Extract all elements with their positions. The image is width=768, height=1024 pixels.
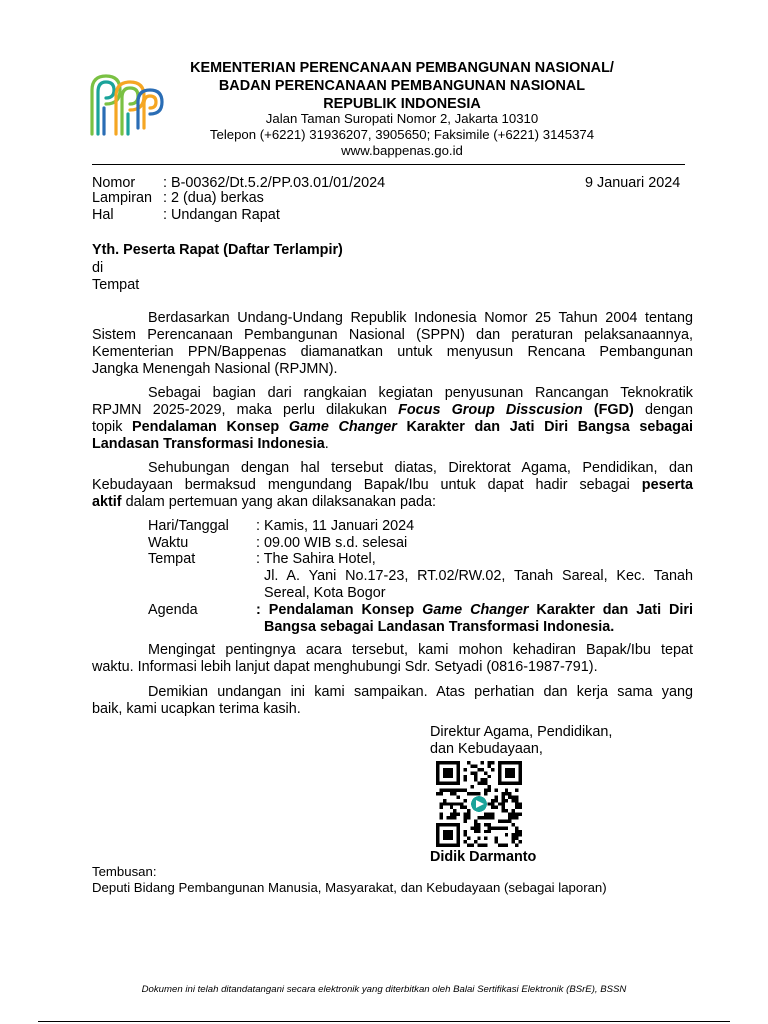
para5-line1: Demikian undangan ini kami sampaikan. Atas perhatian dan kerja sama yang (148, 684, 693, 700)
ministry-title-line2: BADAN PERENCANAAN PEMBANGUNAN NASIONAL (218, 78, 586, 94)
signatory-name: Didik Darmanto (430, 849, 537, 865)
letter-date: 9 Januari 2024 (585, 175, 681, 191)
lampiran-label: Lampiran (92, 190, 152, 206)
aktif-text: aktif (92, 494, 122, 510)
waktu-value: : 09.00 WIB s.d. selesai (256, 535, 408, 551)
para3-line3-b: dalam pertemuan yang akan dilaksanakan pada: (121, 494, 437, 510)
tembusan-label: Tembusan: (92, 864, 157, 879)
para2-line3 (92, 419, 693, 436)
tempat-value-3: Sereal, Kota Bogor (264, 585, 386, 601)
ministry-address: Jalan Taman Suropati Nomor 2, Jakarta 10310 (265, 111, 539, 126)
ministry-title-line1: KEMENTERIAN PERENCANAAN PEMBANGUNAN NASIONAL/ (190, 60, 614, 76)
para3-line2-a: Kebudayaan bermaksud mengundang Bapak/Ibu untuk dapat hadir sebagai (92, 477, 642, 493)
para1-line2: Sistem Perencanaan Pembangunan Nasional (SPPN) dan peraturan pelaksanaannya, (92, 327, 693, 343)
bappenas-logo-icon (86, 68, 164, 136)
para1-line4: Jangka Menengah Nasional (RPJMN). (92, 361, 338, 377)
waktu-label: Waktu (148, 535, 189, 551)
para5-line2: baik, kami ucapkan terima kasih. (92, 701, 301, 717)
agenda-game-changer: Game Changer (422, 602, 529, 618)
para2-line3-a: topik (92, 419, 133, 435)
tempat-label: Tempat (148, 551, 196, 567)
tembusan-item: Deputi Bidang Pembangunan Manusia, Masyarakat, dan Kebudayaan (sebagai laporan) (92, 880, 607, 895)
agenda-text-a: Pendalaman Konsep (268, 602, 423, 618)
agenda-value-1 (256, 602, 693, 619)
nomor-label: Nomor (92, 175, 136, 191)
tempat-value-2: Jl. A. Yani No.17-23, RT.02/RW.02, Tanah Sareal, Kec. Tanah (264, 568, 693, 584)
topic-text-b: Karakter dan Jati Diri Bangsa sebagai (396, 419, 693, 435)
recipient-di: di (92, 260, 104, 276)
signatory-title-2: dan Kebudayaan, (430, 741, 543, 757)
ministry-website: www.bappenas.go.id (341, 143, 463, 158)
hal-value: : Undangan Rapat (163, 207, 280, 223)
para1-line3: Kementerian PPN/Bappenas diamanatkan untuk menyusun Rencana Pembangunan (92, 344, 693, 360)
focus-group-text: Focus Group Disscusion (398, 402, 583, 418)
hal-label: Hal (92, 207, 114, 223)
qr-code-icon (436, 761, 522, 847)
para1-line1: Berdasarkan Undang-Undang Republik Indonesia Nomor 25 Tahun 2004 tentang (148, 310, 693, 326)
hari-label: Hari/Tanggal (148, 518, 229, 534)
nomor-value: : B-00362/Dt.5.2/PP.03.01/01/2024 (163, 175, 386, 191)
ministry-phone: Telepon (+6221) 31936207, 3905650; Faksimile (+6221) 3145374 (209, 127, 595, 142)
agenda-text-c: Karakter dan Jati Diri (528, 602, 694, 618)
para2-period: . (324, 436, 329, 452)
hari-value: : Kamis, 11 Januari 2024 (256, 518, 415, 534)
para4-line1: Mengingat pentingnya acara tersebut, kami mohon kehadiran Bapak/Ibu tepat (148, 642, 693, 658)
e-signature-note: Dokumen ini telah ditandatangani secara elektronik yang diterbitkan oleh Balai Sertifikasi Elektronik (BSrE), BSSN (141, 984, 627, 995)
para2-line2-a: RPJMN 2025-2029, maka perlu dilakukan (92, 402, 399, 418)
footer-divider (38, 1021, 730, 1022)
para2-line1: Sebagai bagian dari rangkaian kegiatan penyusunan Rancangan Teknokratik (148, 385, 693, 401)
para2-line4 (92, 436, 329, 453)
agenda-colon: : (256, 602, 269, 618)
topic-text-a: Pendalaman Konsep (132, 419, 289, 435)
para4-line2: waktu. Informasi lebih lanjut dapat menghubungi Sdr. Setyadi (0816-1987-791). (92, 659, 598, 675)
fgd-text: (FGD) (582, 402, 634, 418)
agenda-label: Agenda (148, 602, 198, 618)
tempat-value-1: : The Sahira Hotel, (256, 551, 376, 567)
recipient-tempat: Tempat (92, 277, 140, 293)
game-changer-text: Game Changer (288, 419, 397, 435)
para3-line3 (92, 494, 436, 511)
topic-text-c: Landasan Transformasi Indonesia (92, 436, 325, 452)
lampiran-value: : 2 (dua) berkas (163, 190, 264, 206)
para2-line2 (92, 402, 693, 419)
ministry-title-line3: REPUBLIK INDONESIA (323, 96, 481, 112)
signatory-title-1: Direktur Agama, Pendidikan, (430, 724, 613, 740)
para3-line2 (92, 477, 693, 494)
para2-line2-d: dengan (633, 402, 693, 418)
agenda-value-2: Bangsa sebagai Landasan Transformasi Indonesia. (264, 619, 615, 635)
letterhead-divider (92, 164, 685, 165)
recipient-line: Yth. Peserta Rapat (Daftar Terlampir) (92, 242, 343, 258)
para3-line1: Sehubungan dengan hal tersebut diatas, Direktorat Agama, Pendidikan, dan (148, 460, 693, 476)
peserta-text: peserta (641, 477, 693, 493)
